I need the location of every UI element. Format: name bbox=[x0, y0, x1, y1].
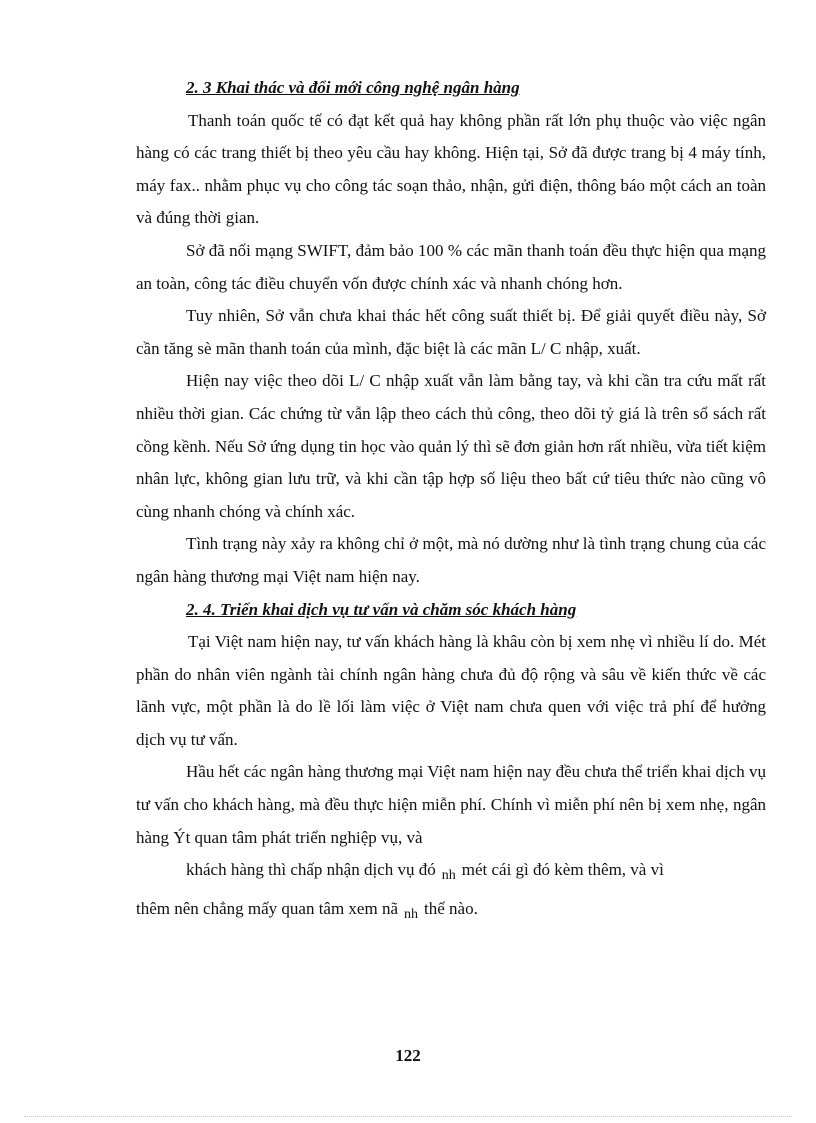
paragraph: Tuy nhiên, Sở vẫn chưa khai thác hết công suất thiết bị. Để giải quyết điều này, Sở cần tăng sè mãn thanh toán của mình, đặc biệt là các mãn L/ C nhập, xuất. bbox=[136, 306, 766, 358]
closing-line-1-start: khách hàng thì chấp nhận dịch vụ đó bbox=[186, 860, 436, 880]
closing-line-1-end: mét cái gì đó kèm thêm, và vì bbox=[461, 860, 664, 880]
subscript-fragment: nh bbox=[404, 906, 418, 922]
paragraph: Thanh toán quốc tế có đạt kết quả hay không phần rất lớn phụ thuộc vào việc ngân hàng có các trang thiết bị theo yêu cầu hay không. Hiện tại, Sở đã được trang bị 4 máy tính, máy fax.. nhằm phục vụ cho công tác soạn thảo, nhận, gửi điện, thông báo một cách an toàn và đúng thời gian. bbox=[136, 110, 766, 228]
paragraph: Sở đã nối mạng SWIFT, đảm bảo 100 % các mãn thanh toán đều thực hiện qua mạng an toàn, công tác điều chuyển vốn được chính xác và nhanh chóng hơn. bbox=[136, 240, 766, 293]
page-number: 122 bbox=[395, 1046, 421, 1065]
paragraph: Tại Việt nam hiện nay, tư vấn khách hàng là khâu còn bị xem nhẹ vì nhiều lí do. Mét phần do nhân viên ngành tài chính ngân hàng chưa đủ độ rộng và sâu về kiến thức về các lãnh vực, một phần là do lề lối làm việc ở Việt nam chưa quen với việc trả phí để hưởng dịch vụ tư vấn. bbox=[136, 632, 766, 749]
closing-line-2 bbox=[136, 893, 766, 932]
page-content bbox=[136, 72, 766, 931]
section-heading-2-4: 2. 4. Triển khai dịch vụ tư vấn và chăm sóc khách hàng bbox=[186, 599, 577, 619]
paragraph: Tình trạng này xảy ra không chỉ ở một, mà nó dường như là tình trạng chung của các ngân hàng thương mại Việt nam hiện nay. bbox=[136, 534, 766, 586]
paragraph: Hầu hết các ngân hàng thương mại Việt nam hiện nay đều chưa thể triển khai dịch vụ tư vấn cho khách hàng, mà đều thực hiện miễn phí. Chính vì miễn phí nên bị xem nhẹ, ngân hàng Ýt quan tâm phát triển nghiệp vụ, và bbox=[136, 762, 766, 847]
subscript-fragment: nh bbox=[441, 868, 456, 884]
page-bottom-divider bbox=[24, 1116, 792, 1117]
closing-line-2-start: thêm nên chẳng mấy quan tâm xem nã bbox=[136, 898, 398, 918]
closing-line-2-end: thế nào. bbox=[424, 898, 478, 918]
section-heading-2-3: 2. 3 Khai thác và đổi mới công nghệ ngân hàng bbox=[186, 78, 520, 97]
paragraph: Hiện nay việc theo dõi L/ C nhập xuất vẫn làm bằng tay, và khi cần tra cứu mất rất nhiều thời gian. Các chứng từ vẫn lập theo cách thủ công, theo dõi tỷ giá là trên sổ sách rất cồng kềnh. Nếu Sở ứng dụng tin học vào quản lý thì sẽ đơn giản hơn rất nhiều, vừa tiết kiệm nhân lực, không gian lưu trữ, và khi cần tập hợp số liệu theo bất cứ tiêu thức nào cũng vô cùng nhanh chóng và chính xác. bbox=[136, 371, 766, 521]
closing-line-1 bbox=[136, 854, 766, 893]
